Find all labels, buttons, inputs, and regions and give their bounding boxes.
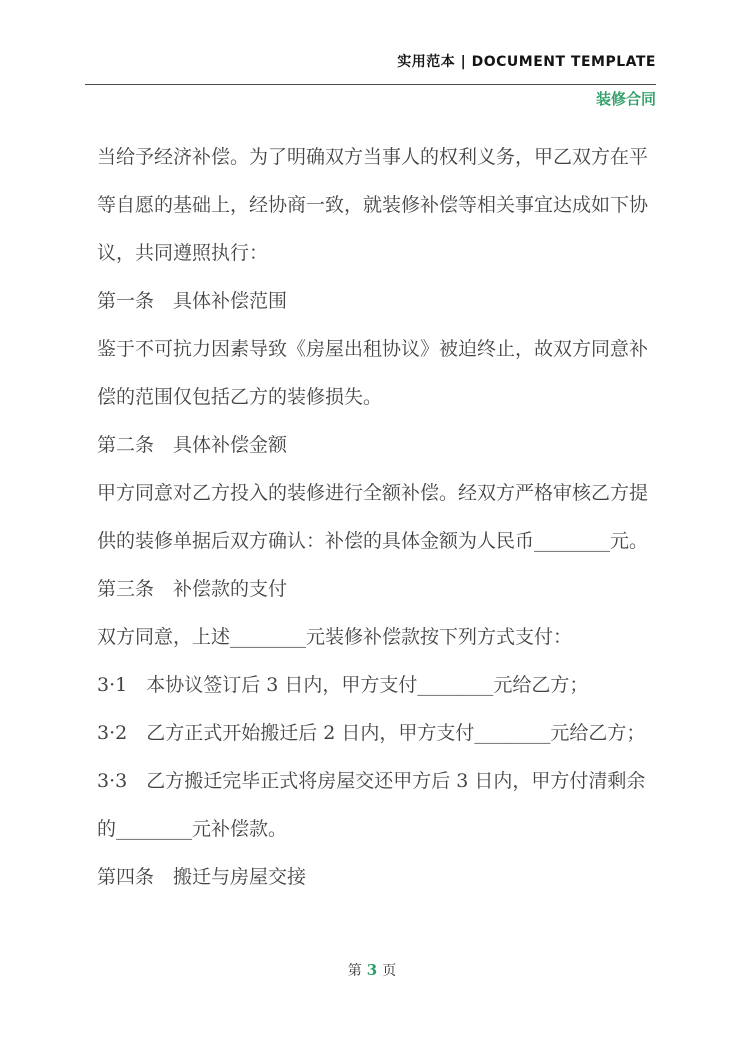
footer-page-number: 3 xyxy=(366,961,378,979)
body-line: 鉴于不可抗力因素导致《房屋出租协议》被迫终止，故双方同意补 xyxy=(97,338,649,360)
body-line: 供的装修单据后双方确认：补偿的具体金额为人民币________元。 xyxy=(97,530,649,552)
body-line: 当给予经济补偿。为了明确双方当事人的权利义务，甲乙双方在平 xyxy=(97,146,649,168)
body-line: 甲方同意对乙方投入的装修进行全额补偿。经双方严格审核乙方提 xyxy=(97,482,649,504)
header-divider xyxy=(85,84,656,85)
body-line: 第一条 具体补偿范围 xyxy=(97,290,288,312)
body-line: 等自愿的基础上，经协商一致，就装修补偿等相关事宜达成如下协 xyxy=(97,194,649,216)
body-line: 第四条 搬迁与房屋交接 xyxy=(97,866,307,888)
page-footer xyxy=(0,950,744,990)
body-line: 3·2 乙方正式开始搬迁后 2 日内，甲方支付________元给乙方； xyxy=(97,722,646,744)
document-title: 装修合同 xyxy=(595,90,656,108)
body-line: 第三条 补偿款的支付 xyxy=(97,578,288,600)
body-line: 偿的范围仅包括乙方的装修损失。 xyxy=(97,386,383,408)
footer-page-prefix: 第 xyxy=(347,963,362,979)
body-line: 3·3 乙方搬迁完毕正式将房屋交还甲方后 3 日内，甲方付清剩余 xyxy=(97,770,646,792)
body-line: 双方同意，上述________元装修补偿款按下列方式支付： xyxy=(97,626,573,648)
body-line: 3·1 本协议签订后 3 日内，甲方支付________元给乙方； xyxy=(97,674,589,696)
header-brand: 实用范本 | DOCUMENT TEMPLATE xyxy=(397,54,656,70)
contract-body xyxy=(97,133,655,901)
body-line: 第二条 具体补偿金额 xyxy=(97,434,288,456)
body-line: 议，共同遵照执行： xyxy=(97,242,269,264)
footer-page-suffix: 页 xyxy=(382,963,397,979)
body-line: 的________元补偿款。 xyxy=(97,818,288,840)
